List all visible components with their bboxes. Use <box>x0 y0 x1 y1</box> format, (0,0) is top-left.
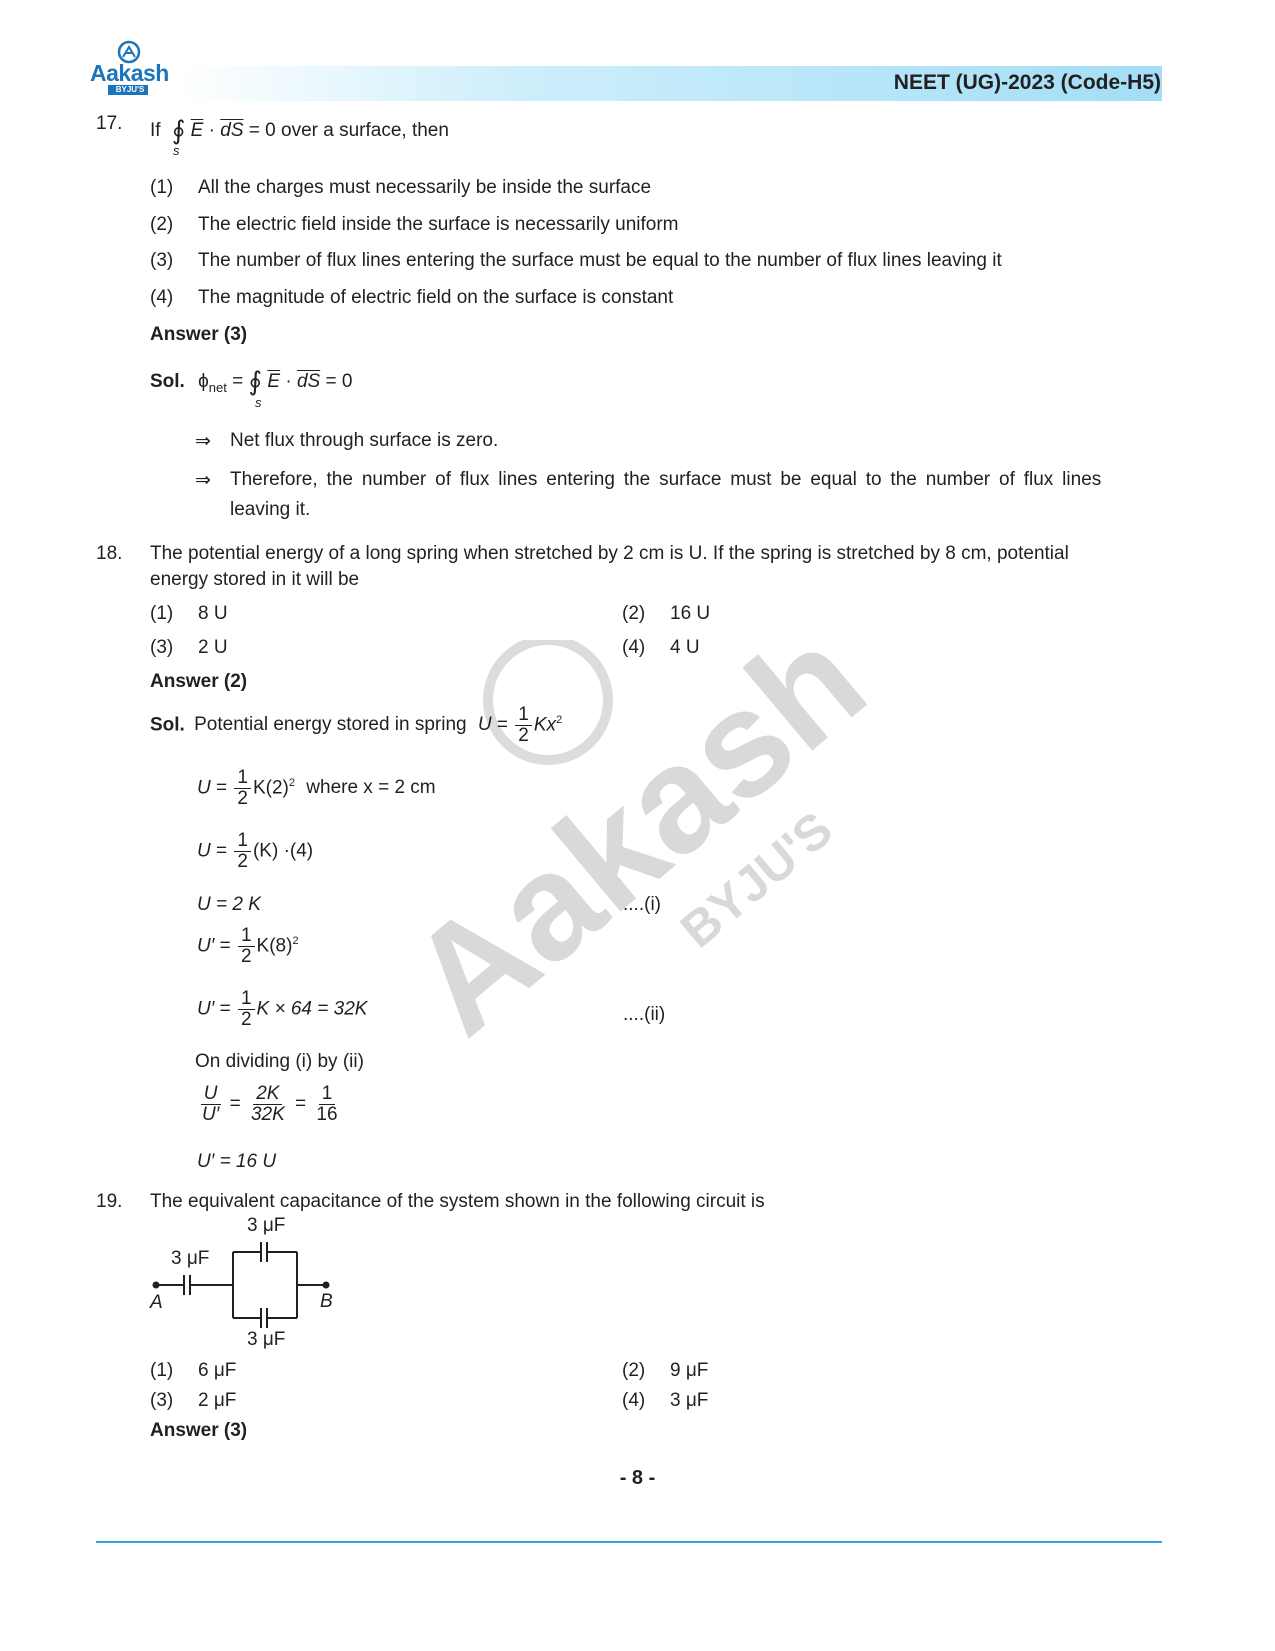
circuit-diagram <box>150 1212 360 1352</box>
option-1: (1) All the charges must necessarily be inside the surface <box>150 177 652 198</box>
watermark-text: Aakash <box>430 640 895 1060</box>
option-1: (1) 8 U <box>150 603 228 624</box>
exam-title: NEET (UG)-2023 (Code-H5) <box>893 71 1161 94</box>
watermark <box>430 640 900 1060</box>
dividing-text: On dividing (i) by (ii) <box>195 1051 364 1072</box>
node-a-dot <box>153 1282 160 1289</box>
page-number: - 8 - <box>619 1467 656 1489</box>
closed-integral-icon: ∮ <box>171 115 186 145</box>
question-number: 17. <box>96 113 123 134</box>
capacitor-left-label: 3 μF <box>171 1248 210 1269</box>
question-stem: The equivalent capacitance of the system shown in the following circuit is <box>150 1191 765 1212</box>
answer: Answer (3) <box>150 324 248 345</box>
option-3: (3) 2 μF <box>150 1390 237 1411</box>
question-number: 19. <box>96 1191 123 1212</box>
answer: Answer (2) <box>150 671 248 692</box>
question-number: 18. <box>96 543 123 564</box>
logo <box>90 38 180 100</box>
solution-line-3: leaving it. <box>230 499 311 520</box>
closed-integral-icon: ∮ <box>248 366 263 396</box>
node-b-label: B <box>320 1291 333 1312</box>
option-2: (2) The electric field inside the surface is necessarily uniform <box>150 214 679 235</box>
vector-ds: $\overline{dS}$ <box>220 120 244 141</box>
question-stem-line-1: The potential energy of a long spring when stretched by 2 cm is U. If the spring is stretched by 8 cm, potential <box>150 543 1069 564</box>
option-2: (2) 16 U <box>622 603 711 624</box>
equation-marker-ii: ....(ii) <box>623 1004 666 1025</box>
question-stem: If ∮ $\overline{E} \cdot \overline{dS} = 0$ over a surface, then <box>150 115 449 145</box>
equation-3: U = 2 K <box>197 894 261 915</box>
implies-icon: ⇒ <box>195 431 211 452</box>
ratio-equation: $\frac{U}{U'}$ = $\frac{2K}{32K}$ = $\frac{1}{16}$ <box>202 1083 338 1125</box>
phi-symbol: ϕ <box>198 371 209 392</box>
watermark-logo-icon <box>430 640 900 1060</box>
stem-if: If <box>150 120 161 141</box>
question-stem-line-2: energy stored in it will be <box>150 569 360 590</box>
equation-marker-i: ....(i) <box>623 894 661 915</box>
integral-subscript: s <box>173 143 180 158</box>
footer-divider <box>96 1541 1162 1543</box>
capacitor-top-label: 3 μF <box>247 1215 286 1236</box>
equation-2: U = $\frac{1}{2}$ (K) ·(4) <box>197 830 314 872</box>
implies-icon: ⇒ <box>195 470 211 491</box>
answer: Answer (3) <box>150 1420 248 1441</box>
stem-tail: over a surface, then <box>281 120 449 141</box>
capacitor-bottom-label: 3 μF <box>247 1329 286 1350</box>
logo-brand-text: Aakash <box>90 60 169 86</box>
option-4: (4) 3 μF <box>622 1390 709 1411</box>
equation-1: U = $\frac{1}{2}$ $K(2)^2$ where x = 2 cm <box>197 767 436 809</box>
solution-intro: Sol. Potential energy stored in spring U = $\frac{1}{2}$ Kx$^2$ <box>150 704 563 746</box>
final-result: U′ = 16 U <box>197 1151 277 1172</box>
option-3: (3) 2 U <box>150 637 228 658</box>
solution-line-1: Net flux through surface is zero. <box>230 430 499 451</box>
option-2: (2) 9 μF <box>622 1360 709 1381</box>
equation-5: U′ = $\frac{1}{2}$ K × 64 = 32K <box>197 988 368 1030</box>
option-4: (4) 4 U <box>622 637 700 658</box>
logo-sub-brand: BYJU'S <box>115 85 145 94</box>
equals-zero: = 0 <box>248 120 276 141</box>
solution-line-2: Therefore, the number of flux lines entering the surface must be equal to the number of flux lines <box>230 469 1102 490</box>
fraction-half: $\frac{1}{2}$ <box>515 705 532 746</box>
node-b-dot <box>323 1282 330 1289</box>
option-4: (4) The magnitude of electric field on the surface is constant <box>150 287 674 308</box>
node-a-label: A <box>150 1292 163 1313</box>
watermark-sub-text: BYJU'S <box>670 800 843 959</box>
option-3: (3) The number of flux lines entering the surface must be equal to the number of flux lines leaving it <box>150 250 1002 271</box>
solution-equation: Sol. $\phi_{net}$ = ∮ $\overline{E} \cdot \overline{dS} = 0$ <box>150 366 353 396</box>
equation-4: U′ = $\frac{1}{2}$ $K(8)^2$ <box>197 925 299 967</box>
vector-e: $\overline{E}$ <box>190 120 204 141</box>
option-1: (1) 6 μF <box>150 1360 237 1381</box>
integral-subscript: s <box>255 395 262 410</box>
